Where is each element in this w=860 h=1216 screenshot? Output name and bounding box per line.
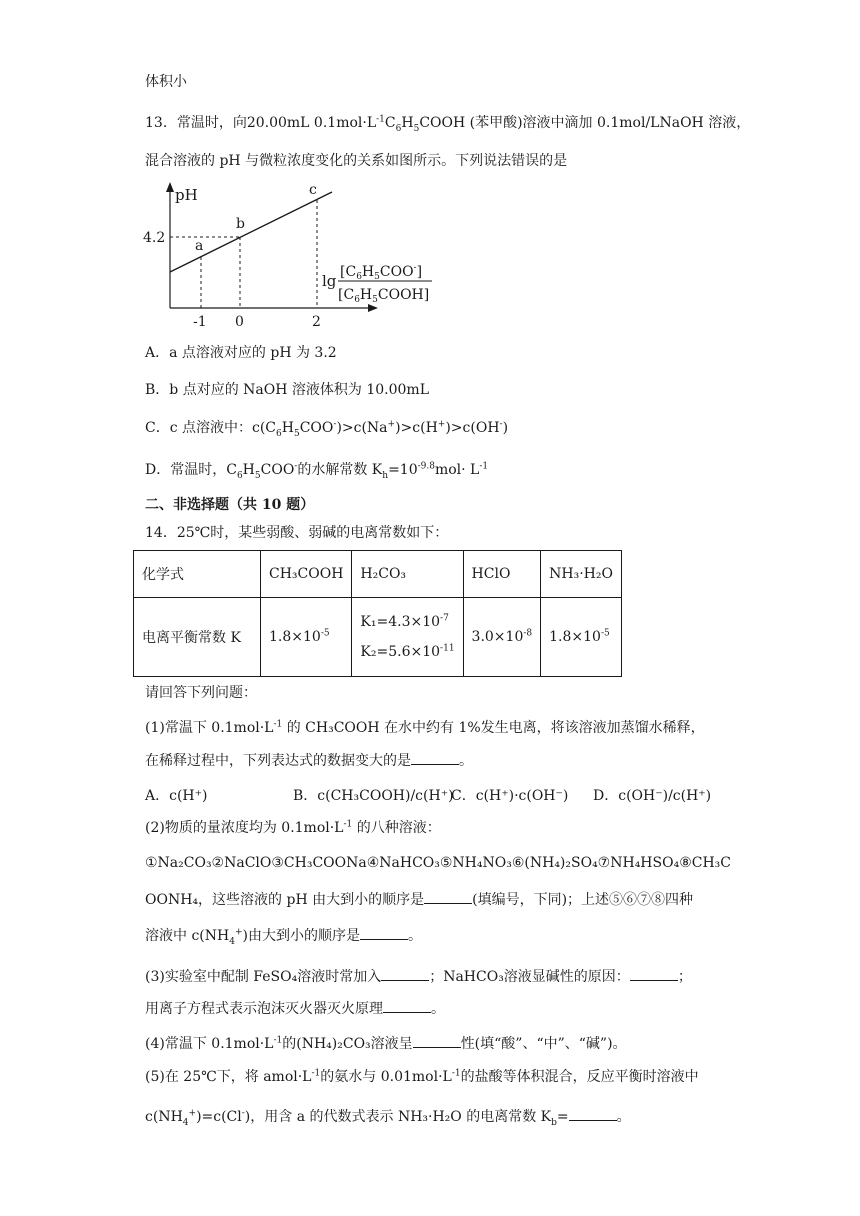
x-axis-label-numerator: $[C_6H_5COO^-]$ — [340, 263, 423, 282]
table-header-cell: CH₃COOH — [261, 551, 352, 598]
q14-part1-line2: 在稀释过程中，下列表达式的数据变大的是 。 — [145, 750, 473, 771]
x-tick-label: 2 — [312, 314, 321, 330]
point-c-label: c — [309, 182, 317, 198]
table-header-cell: HClO — [463, 551, 541, 598]
table-cell: $1.8\times 10^{-5}$ — [261, 598, 352, 677]
q13-option-c: C．c 点溶液中：$c(C_6H_5COO^-)>c(Na^+)>c(H^+)>c(OH^-)$ — [145, 419, 509, 439]
q14-prompt: 请回答下列问题： — [145, 685, 257, 701]
q14-part2-line3: OONH₄，这些溶液的 pH 由大到小的顺序是 (填编号，下同)；上述⑤⑥⑦⑧四种 — [145, 889, 693, 910]
x-axis-label-lg: lg — [322, 272, 337, 290]
y-axis-arrow — [166, 182, 174, 192]
q14-part3-line2: 用离子方程式表示泡沫灭火器灭火原理 。 — [145, 998, 445, 1019]
q14-part2-line1: (2)物质的量浓度均为 $0.1mol\cdot L^{-1}$ 的八种溶液： — [145, 819, 441, 836]
x-axis-label-denominator: $[C_6H_5COOH]$ — [338, 287, 430, 305]
q14-intro: 14．25℃时，某些弱酸、弱碱的电离常数如下： — [145, 525, 449, 541]
table-cell: $1.8\times 10^{-5}$ — [541, 598, 622, 677]
x-tick-label: 0 — [235, 314, 244, 330]
answer-blank[interactable] — [381, 966, 429, 981]
q13-option-b: B．b 点对应的 NaOH 溶液体积为 10.00mL — [145, 382, 429, 398]
q14-part2-list: ①Na₂CO₃②NaClO③CH₃COONa④NaHCO₃⑤NH₄NO₃⑥(NH₄)₂SO₄⑦NH₄HSO₄⑧CH₃C — [145, 855, 731, 871]
answer-blank[interactable] — [383, 998, 431, 1013]
q13-graph — [140, 180, 450, 332]
answer-blank[interactable] — [413, 1033, 461, 1048]
table-cell: 电离平衡常数 K — [134, 598, 261, 677]
q14-part1-line1: (1)常温下 $0.1mol\cdot L^{-1}$ 的 CH₃COOH 在水中约有 1%发生电离，将该溶液加蒸馏水稀释， — [145, 719, 705, 736]
point-b-label: b — [236, 216, 245, 232]
answer-blank[interactable] — [411, 750, 459, 765]
x-axis-arrow — [368, 304, 378, 312]
table-header-cell: 化学式 — [134, 551, 261, 598]
previous-answer-tail: 体积小 — [145, 74, 187, 90]
table-row — [134, 598, 622, 677]
q14-part5-line2: $c(NH_4^+)=c(Cl^-)$，用含 a 的代数式表示 NH₃·H₂O 的电离常数 $K_b=$ 。 — [145, 1106, 631, 1127]
answer-blank[interactable] — [360, 925, 408, 940]
option-d: D．c(OH⁻)/c(H⁺) — [593, 788, 712, 804]
answer-blank[interactable] — [630, 966, 678, 981]
q14-part3-line1: (3)实验室中配制 FeSO₄溶液时常加入 ；NaHCO₃溶液显碱性的原因： ； — [145, 966, 692, 987]
q13-stem-line1: 13．常温时，向20.00mL $0.1mol\cdot L^{-1}C_6H_5COOH$ (苯甲酸)溶液中滴加 0.1mol/LNaOH 溶液， — [145, 114, 751, 134]
answer-blank[interactable] — [569, 1106, 617, 1121]
table-header-cell: NH₃·H₂O — [541, 551, 622, 598]
answer-blank[interactable] — [424, 889, 472, 904]
ionization-constants-table — [133, 550, 622, 677]
table-row — [134, 551, 622, 598]
q14-part2-line4: 溶液中 $c(NH_4^+)$由大到小的顺序是 。 — [145, 925, 422, 946]
table-header-cell: H₂CO₃ — [352, 551, 463, 598]
option-a: A．c(H⁺) — [145, 788, 208, 804]
q13-option-d: D．常温时，$C_6H_5COO^-$的水解常数 $K_h=10^{-9.8}mol\cdot L^{-1}$ — [145, 461, 489, 481]
option-c: C．c(H⁺)·c(OH⁻) — [451, 788, 569, 804]
section-heading: 二、非选择题（共 10 题） — [145, 497, 315, 513]
y-tick-label: 4.2 — [143, 230, 166, 246]
ph-line — [170, 192, 332, 272]
y-axis-label: pH — [175, 186, 198, 204]
q13-option-a: A．a 点溶液对应的 pH 为 3.2 — [145, 345, 337, 361]
table-cell: $K_1=4.3\times 10^{-7}$ $K_2=5.6\times 10^{-11}$ — [352, 598, 463, 677]
x-tick-label: -1 — [193, 314, 207, 330]
point-a-label: a — [195, 238, 204, 254]
table-cell: $3.0\times 10^{-8}$ — [463, 598, 541, 677]
q14-part4: (4)常温下 $0.1mol\cdot L^{-1}$的(NH₄)₂CO₃溶液呈 性(填“酸”、“中”、“碱”)。 — [145, 1033, 627, 1054]
option-b: B．c(CH₃COOH)/c(H⁺) — [293, 788, 454, 804]
q14-part5-line1: (5)在 25℃下，将 $amol\cdot L^{-1}$的氨水与 $0.01mol\cdot L^{-1}$的盐酸等体积混合，反应平衡时溶液中 — [145, 1068, 699, 1085]
q13-stem-line2: 混合溶液的 pH 与微粒浓度变化的关系如图所示。下列说法错误的是 — [145, 153, 568, 169]
